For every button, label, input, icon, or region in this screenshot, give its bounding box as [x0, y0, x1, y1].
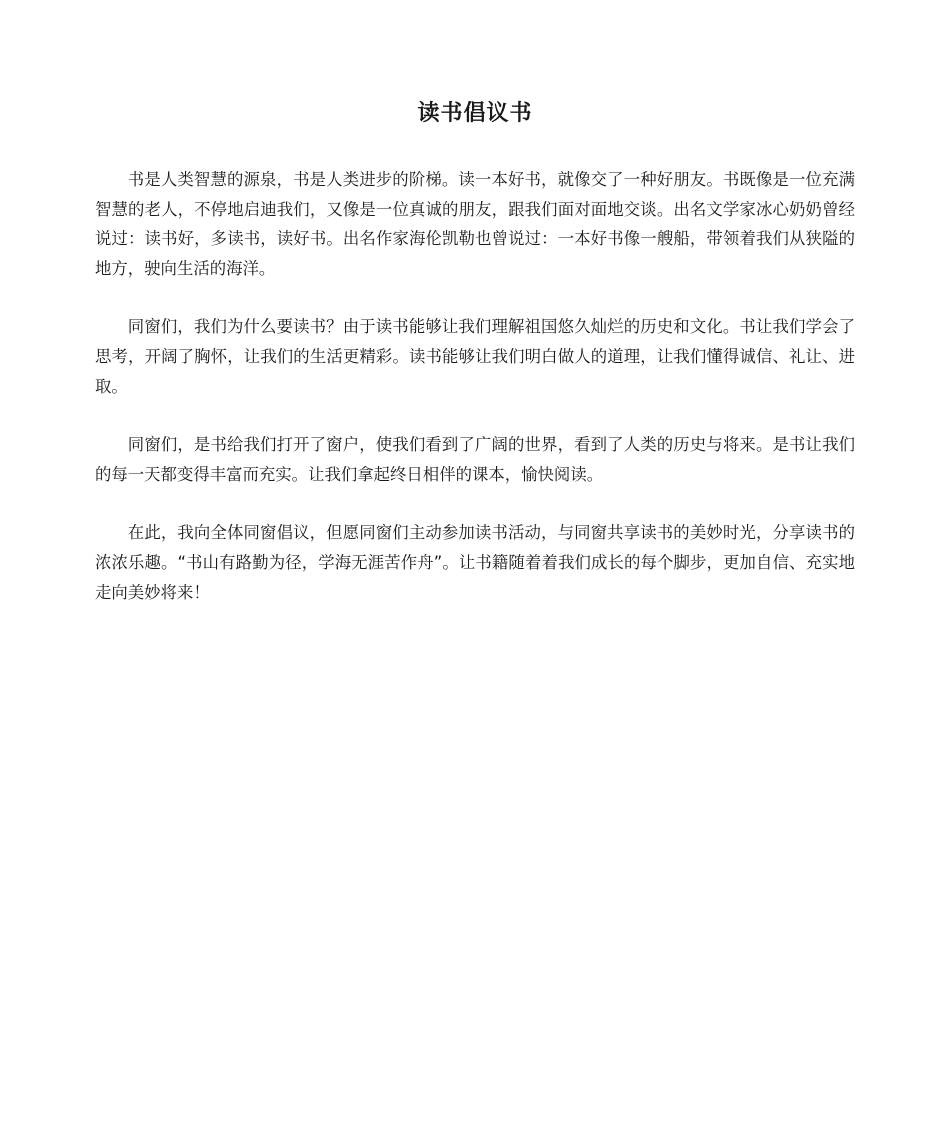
- document-title: 读书倡议书: [417, 101, 533, 126]
- paragraph-1: 书是人类智慧的源泉，书是人类进步的阶梯。读一本好书，就像交了一种好朋友。书既像是一位充满智慧的老人，不停地启迪我们，又像是一位真诚的朋友，跟我们面对面地交谈。出名文学家冰心奶奶曾经说过：读书好，多读书，读好书。出名作家海伦凯勒也曾说过：一本好书像一艘船，带领着我们从狭隘的地方，驶向生活的海洋。: [95, 170, 855, 278]
- paragraph-4: 在此，我向全体同窗倡议，但愿同窗们主动参加读书活动，与同窗共享读书的美妙时光，分享读书的浓浓乐趣。“书山有路勤为径，学海无涯苦作舟”。让书籍随着着我们成长的每个脚步，更加自信、充实地走向美妙将来！: [95, 523, 855, 602]
- paragraph-3: 同窗们，是书给我们打开了窗户，使我们看到了广阔的世界，看到了人类的历史与将来。是书让我们的每一天都变得丰富而充实。让我们拿起终日相伴的课本，愉快阅读。: [95, 435, 855, 484]
- paragraph-2: 同窗们，我们为什么要读书？由于读书能够让我们理解祖国悠久灿烂的历史和文化。书让我们学会了思考，开阔了胸怀，让我们的生活更精彩。读书能够让我们明白做人的道理，让我们懂得诚信、礼让、进取。: [95, 317, 855, 396]
